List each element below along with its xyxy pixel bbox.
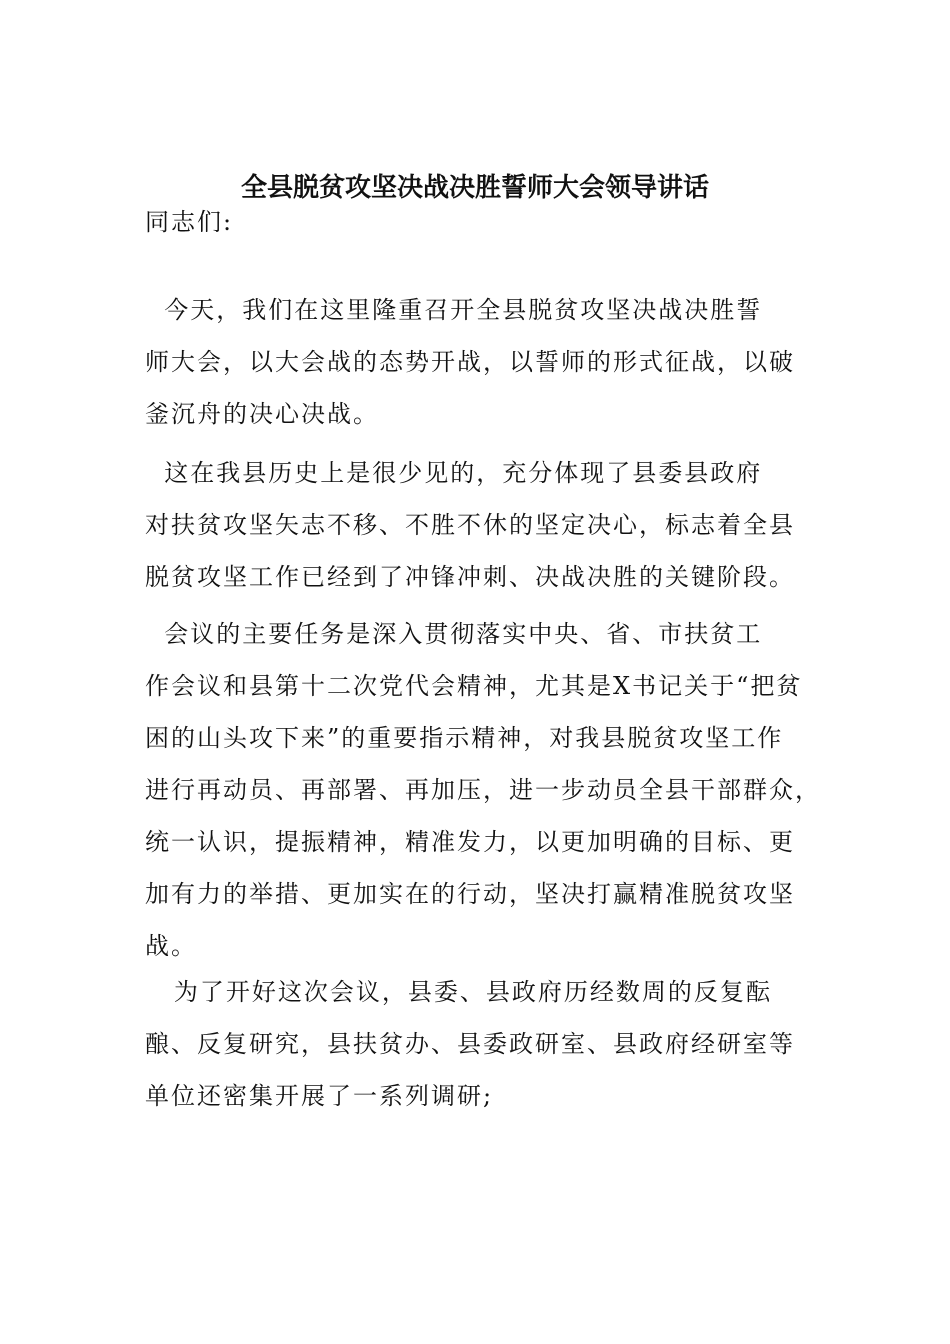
document-title: 全县脱贫攻坚决战决胜誓师大会领导讲话 bbox=[240, 173, 709, 203]
greeting bbox=[145, 196, 815, 248]
paragraph-line: 今天，我们在这里隆重召开全县脱贫攻坚决战决胜誓 bbox=[145, 296, 763, 324]
paragraph-3 bbox=[145, 608, 821, 972]
paragraph-line: 作会议和县第十二次党代会精神，尤其是X书记关于“把贫 bbox=[145, 672, 803, 700]
paragraph-line: 师大会，以大会战的态势开战，以誓师的形式征战，以破 bbox=[145, 348, 795, 376]
paragraph-line: 为了开好这次会议，县委、县政府历经数周的反复酝 bbox=[145, 978, 772, 1006]
paragraph-line: 单位还密集开展了一系列调研; bbox=[145, 1082, 494, 1110]
paragraph-line: 困的山头攻下来”的重要指示精神，对我县脱贫攻坚工作 bbox=[145, 724, 784, 752]
paragraph-line: 脱贫攻坚工作已经到了冲锋冲刺、决战决胜的关键阶段。 bbox=[145, 563, 795, 591]
paragraph-line: 进行再动员、再部署、再加压，进一步动员全县干部群众， bbox=[145, 776, 821, 804]
paragraph-line: 对扶贫攻坚矢志不移、不胜不休的坚定决心，标志着全县 bbox=[145, 511, 795, 539]
paragraph-line: 会议的主要任务是深入贯彻落实中央、省、市扶贫工 bbox=[145, 620, 763, 648]
paragraph-line: 酿、反复研究，县扶贫办、县委政研室、县政府经研室等 bbox=[145, 1030, 795, 1058]
paragraph-2 bbox=[145, 447, 815, 603]
greeting-text: 同志们: bbox=[145, 208, 234, 236]
paragraph-line: 战。 bbox=[145, 932, 197, 960]
paragraph-line: 加有力的举措、更加实在的行动，坚决打赢精准脱贫攻坚 bbox=[145, 880, 795, 908]
paragraph-line: 统一认识，提振精神，精准发力，以更加明确的目标、更 bbox=[145, 828, 795, 856]
paragraph-4 bbox=[145, 966, 815, 1122]
paragraph-line: 釜沉舟的决心决战。 bbox=[145, 400, 379, 428]
paragraph-line: 这在我县历史上是很少见的，充分体现了县委县政府 bbox=[145, 459, 763, 487]
paragraph-1 bbox=[145, 284, 815, 440]
